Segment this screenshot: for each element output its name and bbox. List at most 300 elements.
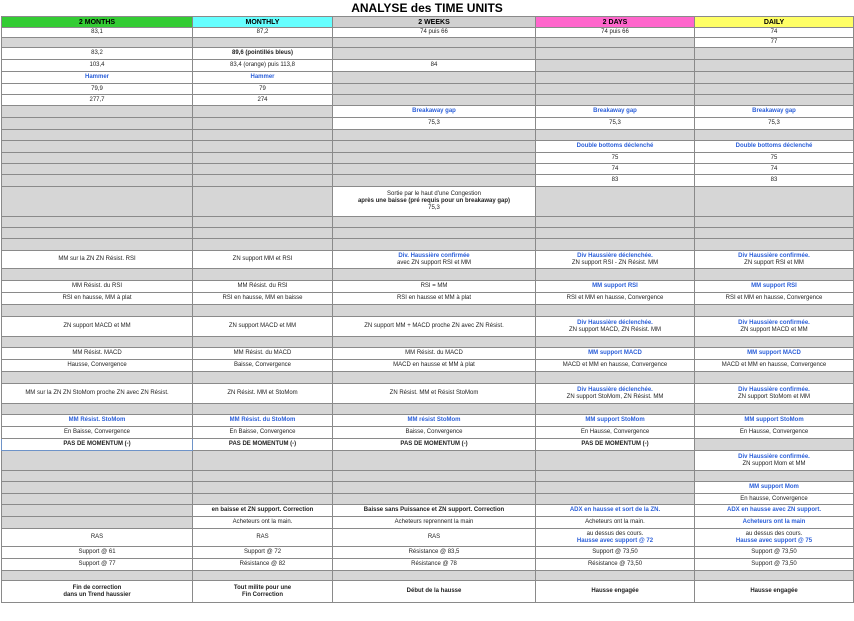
- empty-cell: [2, 372, 193, 384]
- table-cell: [2, 529, 193, 547]
- empty-cell: [333, 72, 536, 84]
- cell-text: Résistance @ 78: [411, 561, 457, 567]
- cell-text: 103,4: [89, 62, 105, 68]
- cell-text: MM sur la ZN ZN StoMom proche ZN avec ZN Résist.: [25, 390, 169, 396]
- table-cell: [536, 415, 695, 427]
- empty-cell: [2, 175, 193, 187]
- table-cell: [2, 293, 193, 305]
- table-cell: [536, 559, 695, 571]
- table-cell: [333, 106, 536, 118]
- empty-cell: [536, 451, 695, 471]
- empty-cell: [2, 187, 193, 217]
- table-row: [2, 84, 854, 95]
- empty-cell: [333, 451, 536, 471]
- empty-cell: [333, 482, 536, 494]
- table-row: [2, 427, 854, 439]
- cell-text: En Baisse, Convergence: [63, 429, 131, 435]
- table-cell: [695, 251, 854, 269]
- cell-text: 83,4 (orange) puis 113,8: [230, 62, 295, 68]
- table-row: [2, 48, 854, 60]
- column-header-2-weeks: 2 WEEKS: [333, 17, 536, 28]
- cell-text: Div Haussière confirmée.: [738, 453, 810, 460]
- table-cell: [333, 251, 536, 269]
- cell-text: Résistance @ 73,50: [587, 561, 643, 567]
- empty-cell: [695, 228, 854, 239]
- empty-cell: [2, 517, 193, 529]
- cell-text: au dessus des cours.: [745, 530, 803, 537]
- cell-text: RSI en hausse et MM à plat: [396, 295, 472, 301]
- cell-text: MM support MACD: [588, 350, 642, 356]
- cell-text: MM support MACD: [747, 350, 801, 356]
- table-cell: [695, 293, 854, 305]
- empty-cell: [536, 337, 695, 348]
- empty-cell: [193, 269, 333, 281]
- empty-cell: [2, 451, 193, 471]
- table-cell: [333, 360, 536, 372]
- cell-text: MM Résist. du RSI: [237, 283, 288, 289]
- cell-text: au dessus des cours.: [586, 530, 644, 537]
- table-cell: [333, 415, 536, 427]
- cell-text: RAS: [256, 534, 269, 540]
- empty-cell: [536, 48, 695, 60]
- table-cell: [2, 559, 193, 571]
- page-title: ANALYSE des TIME UNITS: [351, 1, 503, 15]
- empty-cell: [193, 141, 333, 153]
- table-cell: [333, 281, 536, 293]
- empty-cell: [333, 175, 536, 187]
- empty-cell: [193, 153, 333, 164]
- table-cell: [695, 348, 854, 360]
- empty-cell: [695, 337, 854, 348]
- table-row: [2, 384, 854, 404]
- cell-text: ZN support StoMom et MM: [737, 393, 811, 400]
- cell-text: PAS DE MOMENTUM (-): [400, 441, 468, 447]
- table-cell: [695, 141, 854, 153]
- cell-text: MM Résist. StoMom: [68, 417, 126, 423]
- empty-cell: [2, 164, 193, 175]
- cell-text: 83: [611, 177, 619, 183]
- cell-text: Div Haussière confirmée.: [738, 386, 810, 393]
- table-cell: [695, 384, 854, 404]
- empty-cell: [536, 217, 695, 228]
- empty-cell: [536, 130, 695, 141]
- empty-cell: [695, 187, 854, 217]
- cell-text: 74: [770, 165, 778, 172]
- table-cell: [695, 28, 854, 38]
- empty-cell: [536, 571, 695, 581]
- table-cell: [536, 317, 695, 337]
- cell-text: 83,1: [91, 29, 103, 35]
- table-cell: [695, 281, 854, 293]
- table-cell: [193, 360, 333, 372]
- cell-text: 277,7: [89, 96, 105, 103]
- cell-text: Double bottoms déclenché: [735, 143, 813, 149]
- table-cell: [333, 505, 536, 517]
- table-row: [2, 571, 854, 581]
- cell-text: 83: [770, 177, 778, 183]
- empty-cell: [2, 269, 193, 281]
- empty-cell: [193, 404, 333, 415]
- table-row: [2, 337, 854, 348]
- table-cell: [193, 529, 333, 547]
- table-cell: [695, 106, 854, 118]
- table-cell: [333, 317, 536, 337]
- cell-text: ZN support Mom et MM: [742, 460, 806, 467]
- table-cell: [695, 547, 854, 559]
- table-cell: [333, 517, 536, 529]
- table-row: [2, 60, 854, 72]
- table-cell: [536, 281, 695, 293]
- cell-text: ZN support MACD, ZN Résist. MM: [568, 326, 661, 333]
- table-cell: [695, 164, 854, 175]
- cell-text: 75,3: [428, 205, 440, 211]
- empty-cell: [536, 305, 695, 317]
- empty-cell: [536, 239, 695, 251]
- cell-text: Support @ 73,50: [751, 561, 797, 567]
- empty-cell: [193, 175, 333, 187]
- cell-text: Acheteurs ont la main.: [232, 519, 293, 525]
- table-cell: [536, 517, 695, 529]
- empty-cell: [193, 228, 333, 239]
- empty-cell: [695, 471, 854, 482]
- cell-text: dans un Trend haussier: [63, 591, 131, 598]
- table-cell: [536, 153, 695, 164]
- cell-text: Baisse, Convergence: [233, 362, 292, 368]
- empty-cell: [333, 153, 536, 164]
- empty-cell: [695, 48, 854, 60]
- empty-cell: [536, 95, 695, 106]
- cell-text: ZN support MM et RSI: [232, 256, 293, 262]
- cell-text: MACD et MM en hausse, Convergence: [721, 362, 827, 368]
- cell-text: MM Résist. du MACD: [405, 350, 463, 356]
- table-cell: [333, 60, 536, 72]
- table-cell: [536, 164, 695, 175]
- column-header-2-days: 2 DAYS: [536, 17, 695, 28]
- empty-cell: [536, 482, 695, 494]
- empty-cell: [2, 118, 193, 130]
- table-cell: [2, 415, 193, 427]
- empty-cell: [695, 72, 854, 84]
- cell-text: En hausse, Convergence: [740, 495, 808, 502]
- table-cell: [695, 559, 854, 571]
- table-row: [2, 293, 854, 305]
- empty-cell: [2, 153, 193, 164]
- cell-text: Hausse, Convergence: [67, 362, 127, 368]
- table-cell: [193, 505, 333, 517]
- cell-text: ZN support MACD et MM: [228, 323, 297, 329]
- table-row: [2, 559, 854, 571]
- cell-text: Résistance @ 83,5: [408, 549, 460, 555]
- cell-text: En Hausse, Convergence: [739, 429, 809, 435]
- cell-text: RAS: [90, 534, 104, 540]
- empty-cell: [2, 305, 193, 317]
- cell-text: 75,3: [609, 120, 621, 126]
- cell-text: Support @ 73,50: [592, 549, 638, 555]
- table-row: [2, 360, 854, 372]
- empty-cell: [333, 48, 536, 60]
- empty-cell: [193, 471, 333, 482]
- table-cell: [333, 547, 536, 559]
- empty-cell: [333, 228, 536, 239]
- table-cell: [536, 141, 695, 153]
- table-cell: [536, 360, 695, 372]
- cell-text: 89,6 (pointillés bleus): [231, 50, 293, 56]
- cell-text: Fin Correction: [241, 591, 283, 598]
- empty-cell: [2, 337, 193, 348]
- empty-cell: [193, 482, 333, 494]
- empty-cell: [333, 141, 536, 153]
- table-row: [2, 529, 854, 547]
- table-cell: [2, 95, 193, 106]
- empty-cell: [2, 239, 193, 251]
- table-cell: [695, 529, 854, 547]
- cell-text: Baisse sans Puissance et ZN support. Correction: [363, 507, 505, 513]
- cell-text: PAS DE MOMENTUM (-): [581, 441, 649, 447]
- table-cell: [193, 517, 333, 529]
- cell-text: MM Résist. du RSI: [71, 283, 122, 289]
- empty-cell: [333, 217, 536, 228]
- table-cell: [695, 482, 854, 494]
- table-row: [2, 118, 854, 130]
- table-cell: [193, 251, 333, 269]
- table-cell: [695, 153, 854, 164]
- table-row: [2, 38, 854, 48]
- cell-text: 75: [770, 154, 778, 161]
- table-row: [2, 187, 854, 217]
- table-cell: [2, 84, 193, 95]
- table-cell: [333, 28, 536, 38]
- table-cell: [536, 505, 695, 517]
- table-cell: [333, 581, 536, 603]
- table-row: [2, 505, 854, 517]
- empty-cell: [2, 505, 193, 517]
- empty-cell: [193, 130, 333, 141]
- cell-text: Breakaway gap: [593, 108, 637, 114]
- cell-text: MM sur la ZN ZN Résist. RSI: [58, 256, 136, 262]
- cell-text: ZN Résist. MM et Résist StoMom: [389, 390, 479, 396]
- empty-cell: [695, 130, 854, 141]
- cell-text: Hammer: [84, 74, 109, 80]
- table-cell: [536, 384, 695, 404]
- cell-text: RSI en hausse, MM en baisse: [222, 295, 303, 301]
- empty-cell: [695, 305, 854, 317]
- cell-text: PAS DE MOMENTUM (-): [228, 441, 297, 447]
- empty-cell: [193, 372, 333, 384]
- table-cell: [2, 28, 193, 38]
- table-cell: [2, 281, 193, 293]
- empty-cell: [536, 187, 695, 217]
- cell-text: Acheteurs ont la main.: [585, 519, 645, 525]
- table-cell: [695, 118, 854, 130]
- table-cell: [193, 415, 333, 427]
- cell-text: Breakaway gap: [752, 108, 796, 114]
- table-cell: [193, 348, 333, 360]
- table-cell: [2, 348, 193, 360]
- empty-cell: [536, 84, 695, 95]
- cell-text: 274: [257, 96, 268, 103]
- table-cell: [193, 293, 333, 305]
- table-cell: [2, 48, 193, 60]
- table-cell: [536, 251, 695, 269]
- cell-text: Fin de correction: [72, 584, 122, 591]
- table-row: [2, 494, 854, 505]
- table-row: [2, 372, 854, 384]
- cell-text: en baisse et ZN support. Correction: [211, 507, 314, 513]
- empty-cell: [333, 571, 536, 581]
- table-cell: [2, 72, 193, 84]
- table-cell: [193, 384, 333, 404]
- table-cell: [695, 317, 854, 337]
- table-cell: [193, 28, 333, 38]
- cell-text: Hausse avec support @ 72: [576, 537, 654, 544]
- empty-cell: [695, 84, 854, 95]
- empty-cell: [2, 228, 193, 239]
- table-cell: [2, 384, 193, 404]
- table-row: [2, 482, 854, 494]
- cell-text: Support @ 77: [78, 561, 116, 567]
- cell-text: Résistance @ 82: [239, 561, 286, 567]
- table-row: [2, 251, 854, 269]
- table-cell: [193, 559, 333, 571]
- table-row: [2, 439, 854, 451]
- cell-text: Div Haussière déclenchée.: [577, 319, 653, 326]
- cell-text: Hammer: [250, 74, 275, 80]
- empty-cell: [333, 404, 536, 415]
- table-row: [2, 269, 854, 281]
- cell-text: ADX en hausse avec ZN support.: [726, 507, 822, 513]
- table-cell: [695, 415, 854, 427]
- empty-cell: [2, 471, 193, 482]
- empty-cell: [536, 228, 695, 239]
- table-cell: [193, 439, 333, 451]
- empty-cell: [193, 451, 333, 471]
- cell-text: 83,2: [91, 50, 103, 56]
- table-cell: [193, 48, 333, 60]
- cell-text: MACD en hausse et MM à plat: [393, 362, 475, 368]
- cell-text: MM Résist. du MACD: [233, 350, 292, 356]
- table-cell: [536, 175, 695, 187]
- cell-text: 75: [611, 154, 619, 161]
- cell-text: ZN support MACD et MM: [63, 323, 131, 329]
- cell-text: 74: [611, 165, 619, 172]
- cell-text: ADX en hausse et sort de la ZN.: [569, 507, 661, 513]
- cell-text: Sortie par le haut d'une Congestion: [387, 191, 481, 197]
- empty-cell: [193, 305, 333, 317]
- cell-text: En Hausse, Convergence: [580, 429, 650, 435]
- table-cell: [536, 547, 695, 559]
- cell-text: ZN support MM + MACD proche ZN avec ZN Résist.: [364, 323, 504, 329]
- cell-text: Support @ 73,50: [751, 549, 797, 555]
- cell-text: 75,3: [428, 120, 440, 126]
- cell-text: Breakaway gap: [412, 108, 456, 114]
- table-cell: [333, 118, 536, 130]
- table-cell: [193, 427, 333, 439]
- table-cell: [695, 494, 854, 505]
- table-row: [2, 72, 854, 84]
- cell-text: Div Haussière déclenchée.: [577, 252, 653, 259]
- cell-text: Support @ 72: [243, 549, 282, 555]
- empty-cell: [695, 571, 854, 581]
- table-cell: [2, 317, 193, 337]
- table-cell: [193, 60, 333, 72]
- table-cell: [193, 281, 333, 293]
- table-row: [2, 404, 854, 415]
- empty-cell: [695, 217, 854, 228]
- cell-text: MM résist StoMom: [407, 417, 461, 423]
- empty-cell: [695, 439, 854, 451]
- empty-cell: [2, 141, 193, 153]
- cell-text: Baisse, Convergence: [405, 429, 463, 435]
- cell-text: avec ZN support RSI et MM: [396, 259, 472, 266]
- table-row: [2, 547, 854, 559]
- table-row: [2, 130, 854, 141]
- empty-cell: [2, 217, 193, 228]
- empty-cell: [193, 106, 333, 118]
- empty-cell: [193, 217, 333, 228]
- empty-cell: [536, 60, 695, 72]
- cell-text: 84: [430, 62, 438, 68]
- cell-text: MM Résist. du StoMom: [229, 417, 296, 423]
- cell-text: MM support RSI: [592, 283, 638, 289]
- table-cell: [536, 348, 695, 360]
- empty-cell: [536, 372, 695, 384]
- cell-text: MM support Mom: [749, 484, 799, 490]
- table-row: [2, 175, 854, 187]
- cell-text: 75,3: [768, 120, 780, 126]
- empty-cell: [333, 372, 536, 384]
- table-cell: [333, 187, 536, 217]
- cell-text: Hausse engagée: [750, 588, 798, 594]
- empty-cell: [333, 239, 536, 251]
- cell-text: ZN support MACD et MM: [740, 326, 808, 333]
- table-row: [2, 281, 854, 293]
- cell-text: 74: [770, 29, 778, 35]
- column-header-2-months: 2 MONTHS: [2, 17, 193, 28]
- table-cell: [695, 175, 854, 187]
- table-row: [2, 305, 854, 317]
- empty-cell: [333, 164, 536, 175]
- table-cell: [193, 84, 333, 95]
- cell-text: RSI et MM en hausse, Convergence: [725, 295, 823, 301]
- table-row: [2, 471, 854, 482]
- table-cell: [536, 529, 695, 547]
- cell-text: Div Haussière confirmée.: [738, 319, 810, 326]
- cell-text: En Baisse, Convergence: [229, 429, 296, 435]
- column-header-monthly: MONTHLY: [193, 17, 333, 28]
- table-row: [2, 141, 854, 153]
- cell-text: ZN Résist. MM et StoMom: [227, 390, 298, 396]
- empty-cell: [2, 482, 193, 494]
- table-row: [2, 28, 854, 38]
- table-cell: [333, 439, 536, 451]
- cell-text: Hausse engagée: [591, 588, 639, 594]
- empty-cell: [193, 118, 333, 130]
- table-cell: [333, 384, 536, 404]
- table-cell: [536, 427, 695, 439]
- table-row: [2, 164, 854, 175]
- table-cell: [193, 547, 333, 559]
- cell-text: Div. Haussière confirmée: [398, 252, 470, 259]
- empty-cell: [2, 571, 193, 581]
- empty-cell: [333, 38, 536, 48]
- table-cell: [193, 95, 333, 106]
- empty-cell: [2, 404, 193, 415]
- cell-text: RSI = MM: [420, 283, 448, 289]
- empty-cell: [695, 404, 854, 415]
- table-row: [2, 153, 854, 164]
- header-row: [2, 17, 854, 28]
- empty-cell: [193, 239, 333, 251]
